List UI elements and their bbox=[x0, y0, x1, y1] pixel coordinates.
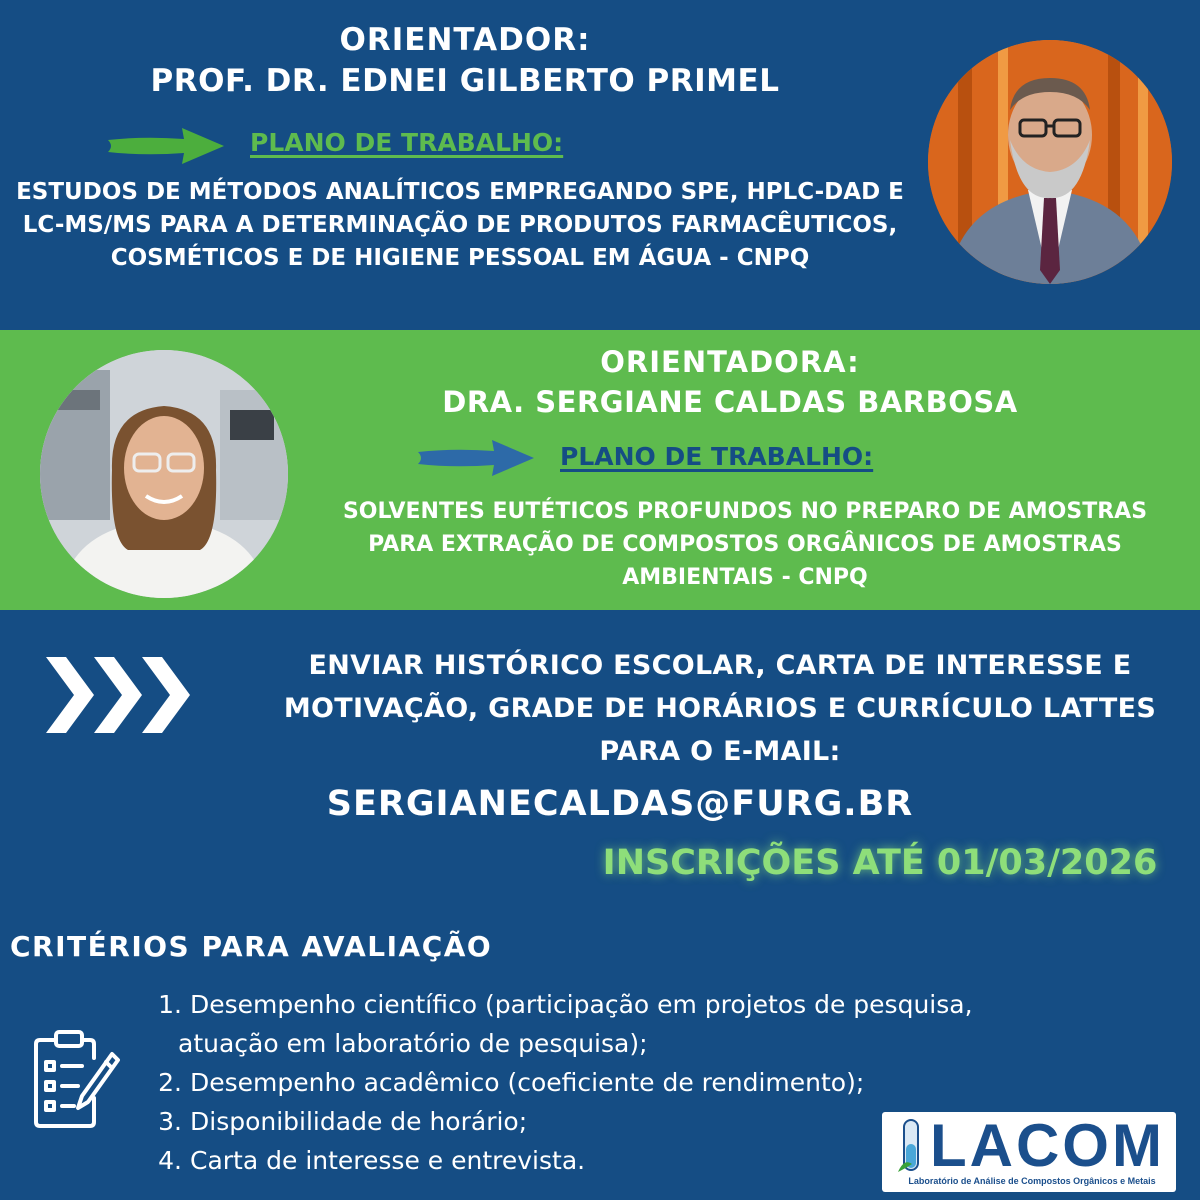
triple-chevron-icon bbox=[44, 655, 194, 735]
criteria-item-continued: atuação em laboratório de pesquisa); bbox=[178, 1029, 648, 1058]
criteria-item: 4. Carta de interesse e entrevista. bbox=[158, 1146, 586, 1175]
lacom-logo bbox=[882, 1112, 1176, 1192]
contact-email: SERGIANECALDAS@FURG.BR bbox=[326, 784, 914, 824]
arrow-right-icon bbox=[104, 125, 228, 167]
criteria-item: 2. Desempenho acadêmico (coeficiente de rendimento); bbox=[158, 1068, 865, 1097]
advisor1-name: PROF. DR. EDNEI GILBERTO PRIMEL bbox=[150, 63, 780, 99]
advisor1-plan-text: ESTUDOS DE MÉTODOS ANALÍTICOS EMPREGANDO SPE, HPLC-DAD E LC-MS/MS PARA A DETERMINAÇÃO DE PRODUTOS FARMACÊUTICOS, COSMÉTICOS E DE HIGIENE PESSOAL EM ÁGUA - CNPQ bbox=[16, 179, 904, 271]
registration-deadline: INSCRIÇÕES ATÉ 01/03/2026 bbox=[602, 843, 1158, 883]
logo-wordmark: LACOM bbox=[930, 1112, 1165, 1179]
test-tube-icon bbox=[896, 1118, 926, 1176]
clipboard-checklist-icon bbox=[30, 1028, 122, 1130]
advisor1-role: ORIENTADOR: bbox=[339, 22, 591, 58]
criteria-item: 3. Disponibilidade de horário; bbox=[158, 1107, 528, 1136]
advisor1-photo bbox=[928, 40, 1172, 284]
application-instructions: ENVIAR HISTÓRICO ESCOLAR, CARTA DE INTERESSE E MOTIVAÇÃO, GRADE DE HORÁRIOS E CURRÍCULO LATTES PARA O E-MAIL: bbox=[283, 650, 1157, 767]
criteria-title: CRITÉRIOS PARA AVALIAÇÃO bbox=[10, 930, 493, 963]
arrow-right-icon bbox=[414, 437, 538, 479]
advisor2-name: DRA. SERGIANE CALDAS BARBOSA bbox=[442, 385, 1018, 419]
advisor2-photo bbox=[40, 350, 288, 598]
advisor2-plan-label: PLANO DE TRABALHO: bbox=[560, 442, 874, 471]
logo-subtitle: Laboratório de Análise de Compostos Orgânicos e Metais bbox=[908, 1176, 1156, 1186]
advisor2-plan-text: SOLVENTES EUTÉTICOS PROFUNDOS NO PREPARO DE AMOSTRAS PARA EXTRAÇÃO DE COMPOSTOS ORGÂNICOS DE AMOSTRAS AMBIENTAIS - CNPQ bbox=[342, 499, 1148, 590]
criteria-item: 1. Desempenho científico (participação em projetos de pesquisa, bbox=[158, 990, 973, 1019]
advisor1-plan-label: PLANO DE TRABALHO: bbox=[250, 128, 564, 157]
advisor2-role: ORIENTADORA: bbox=[600, 345, 860, 379]
